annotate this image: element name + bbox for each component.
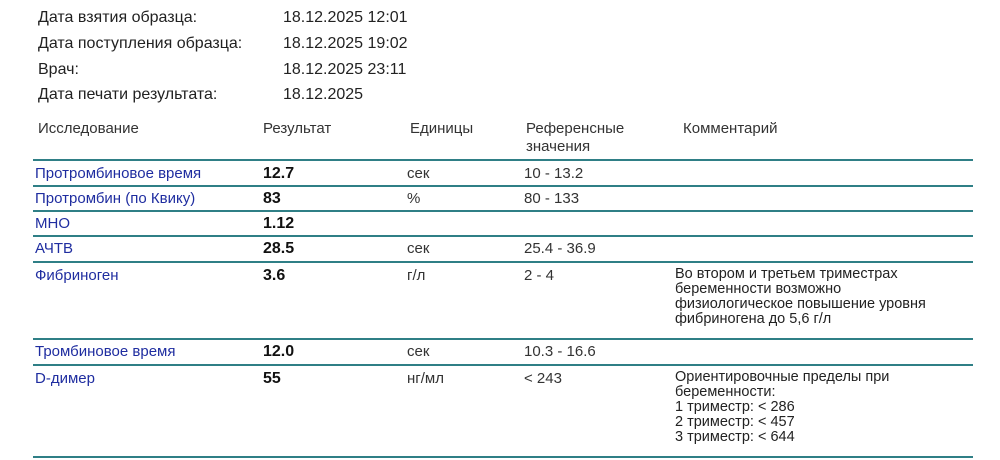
table-row xyxy=(33,212,973,236)
row-result: 83 xyxy=(263,190,281,207)
row-result: 3.6 xyxy=(263,267,286,284)
comment-line: фибриногена до 5,6 г/л xyxy=(675,311,832,327)
row-reference: < 243 xyxy=(524,370,562,387)
meta-value: 18.12.2025 19:02 xyxy=(283,35,408,52)
row-reference: 80 - 133 xyxy=(524,190,580,207)
meta-label: Дата взятия образца: xyxy=(38,9,198,26)
header-study: Исследование xyxy=(38,120,139,137)
comment-line: беременности: xyxy=(675,384,776,400)
meta-row-doctor xyxy=(38,61,407,79)
row-units: % xyxy=(407,190,421,207)
row-name: Протромбиновое время xyxy=(35,165,202,182)
meta-label: Дата печати результата: xyxy=(38,86,218,103)
comment-line: 2 триместр: < 457 xyxy=(675,414,795,430)
row-result: 12.7 xyxy=(263,165,295,182)
row-units: сек xyxy=(407,343,430,360)
table-row xyxy=(33,340,973,365)
header-reference xyxy=(526,120,624,156)
row-reference: 25.4 - 36.9 xyxy=(524,240,596,257)
row-units: сек xyxy=(407,165,430,182)
row-result: 12.0 xyxy=(263,343,295,360)
table-row xyxy=(33,263,973,339)
comment-line: беременности возможно xyxy=(675,281,842,297)
header-reference-line2: значения xyxy=(526,138,591,155)
table-row xyxy=(33,366,973,454)
comment-line: Ориентировочные пределы при xyxy=(675,369,890,385)
meta-value: 18.12.2025 12:01 xyxy=(283,9,408,26)
header-comment: Комментарий xyxy=(683,120,778,137)
header-units: Единицы xyxy=(410,120,474,137)
row-name: МНО xyxy=(35,215,70,232)
meta-row-receipt-date xyxy=(38,35,408,53)
meta-row-sample-date xyxy=(38,9,408,27)
meta-row-print-date xyxy=(38,86,364,104)
row-name: АЧТВ xyxy=(35,240,73,257)
row-reference: 10 - 13.2 xyxy=(524,165,584,182)
row-units: г/л xyxy=(407,267,426,284)
meta-label: Дата поступления образца: xyxy=(38,35,243,52)
row-result: 1.12 xyxy=(263,215,295,232)
row-name: Тромбиновое время xyxy=(35,343,176,360)
row-name: Протромбин (по Квику) xyxy=(35,190,196,207)
comment-line: Во втором и третьем триместрах xyxy=(675,266,898,282)
row-reference: 2 - 4 xyxy=(524,267,555,284)
row-comment xyxy=(675,370,975,445)
row-units: нг/мл xyxy=(407,370,444,387)
header-result: Результат xyxy=(263,120,332,137)
row-units: сек xyxy=(407,240,430,257)
table-bottom-divider xyxy=(33,456,973,458)
comment-line: физиологическое повышение уровня xyxy=(675,296,926,312)
meta-label: Врач: xyxy=(38,61,79,78)
row-name: Фибриноген xyxy=(35,267,119,284)
row-name: D-димер xyxy=(35,370,95,387)
header-reference-line1: Референсные xyxy=(526,120,625,137)
row-result: 28.5 xyxy=(263,240,295,257)
meta-value: 18.12.2025 xyxy=(283,86,364,103)
meta-value: 18.12.2025 23:11 xyxy=(283,61,407,78)
header-divider xyxy=(33,159,973,161)
table-row xyxy=(33,187,973,211)
comment-line: 3 триместр: < 644 xyxy=(675,429,795,445)
table-row xyxy=(33,162,973,186)
row-comment xyxy=(675,267,975,327)
comment-line: 1 триместр: < 286 xyxy=(675,399,795,415)
row-reference: 10.3 - 16.6 xyxy=(524,343,596,360)
table-row xyxy=(33,237,973,262)
row-result: 55 xyxy=(263,370,281,387)
